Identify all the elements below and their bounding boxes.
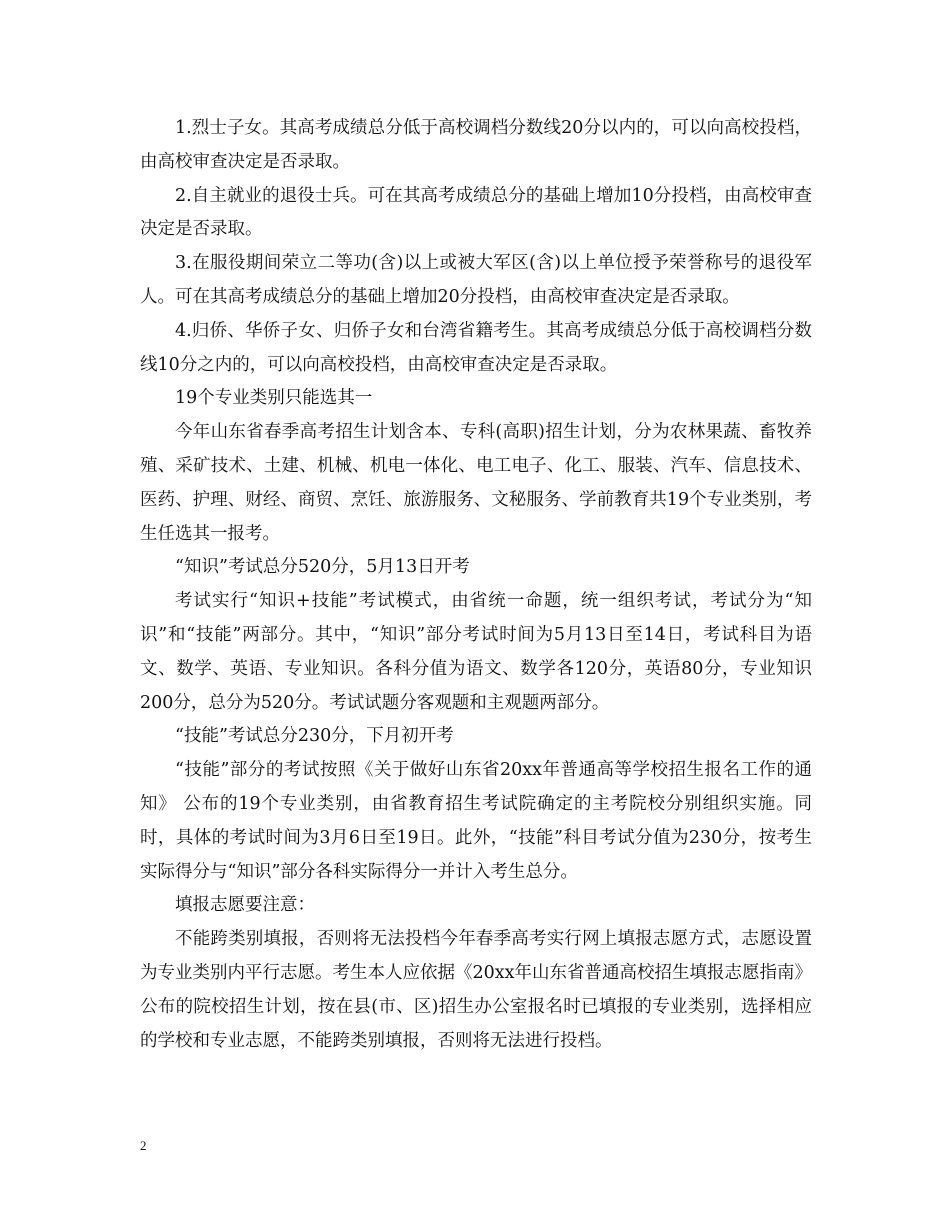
paragraph-martyr-children: 1.烈士子女。其高考成绩总分低于高校调档分数线20分以内的，可以向高校投档，由高校审查决定是否录取。 xyxy=(140,118,812,172)
paragraph-major-categories: 今年山东省春季高考招生计划含本、专科(高职)招生计划，分为农林果蔬、畜牧养殖、采矿技术、土建、机械、机电一体化、电工电子、化工、服装、汽车、信息技术、医药、护理、财经、商贸、烹饪、旅游服务、文秘服务、学前教育共19个专业类别，考生任选其一报考。 xyxy=(140,422,812,544)
heading-knowledge-exam: “知识”考试总分520分，5月13日开考 xyxy=(175,557,470,578)
paragraph-retired-soldiers: 2.自主就业的退役士兵。可在其高考成绩总分的基础上增加10分投档，由高校审查决定是否录取。 xyxy=(140,185,812,240)
paragraph-honored-veterans: 3.在服役期间荣立二等功(含)以上或被大军区(含)以上单位授予荣誉称号的退役军人。可在其高考成绩总分的基础上增加20分投档，由高校审查决定是否录取。 xyxy=(140,253,812,307)
paragraph-application-notes: 不能跨类别填报，否则将无法投档今年春季高考实行网上填报志愿方式，志愿设置为专业类别内平行志愿。考生本人应依据《20xx年山东省普通高校招生填报志愿指南》公布的院校招生计划，按在县(市、区)招生办公室报名时已填报的专业类别，选择相应的学校和专业志愿，不能跨类别填报，否则将无法进行投档。 xyxy=(140,929,813,1051)
paragraph-skills-exam: “技能”部分的考试按照《关于做好山东省20xx年普通高等学校招生报名工作的通知》 公布的19个专业类别，由省教育招生考试院确定的主考院校分别组织实施。同时，具体的考试时间为3月6日至19日。此外，“技能”科目考试分值为230分，按考生实际得分与“知识”部分各科实际得分一并计入考生总分。 xyxy=(140,760,812,882)
heading-skills-exam: “技能”考试总分230分，下月初开考 xyxy=(175,726,454,747)
heading-major-categories: 19个专业类别只能选其一 xyxy=(175,388,373,409)
document-body xyxy=(140,112,812,1058)
paragraph-knowledge-exam: 考试实行“知识+技能”考试模式，由省统一命题，统一组织考试，考试分为“知识”和“技能”两部分。其中，“知识”部分考试时间为5月13日至14日，考试科目为语文、数学、英语、专业知识。各科分值为语文、数学各120分，英语80分，专业知识200分，总分为520分。考试试题分客观题和主观题两部分。 xyxy=(140,591,812,713)
page-number: 2 xyxy=(140,1138,147,1153)
heading-application-notes: 填报志愿要注意： xyxy=(175,895,315,916)
paragraph-overseas-chinese: 4.归侨、华侨子女、归侨子女和台湾省籍考生。其高考成绩总分低于高校调档分数线10分之内的，可以向高校投档，由高校审查决定是否录取。 xyxy=(140,320,812,375)
